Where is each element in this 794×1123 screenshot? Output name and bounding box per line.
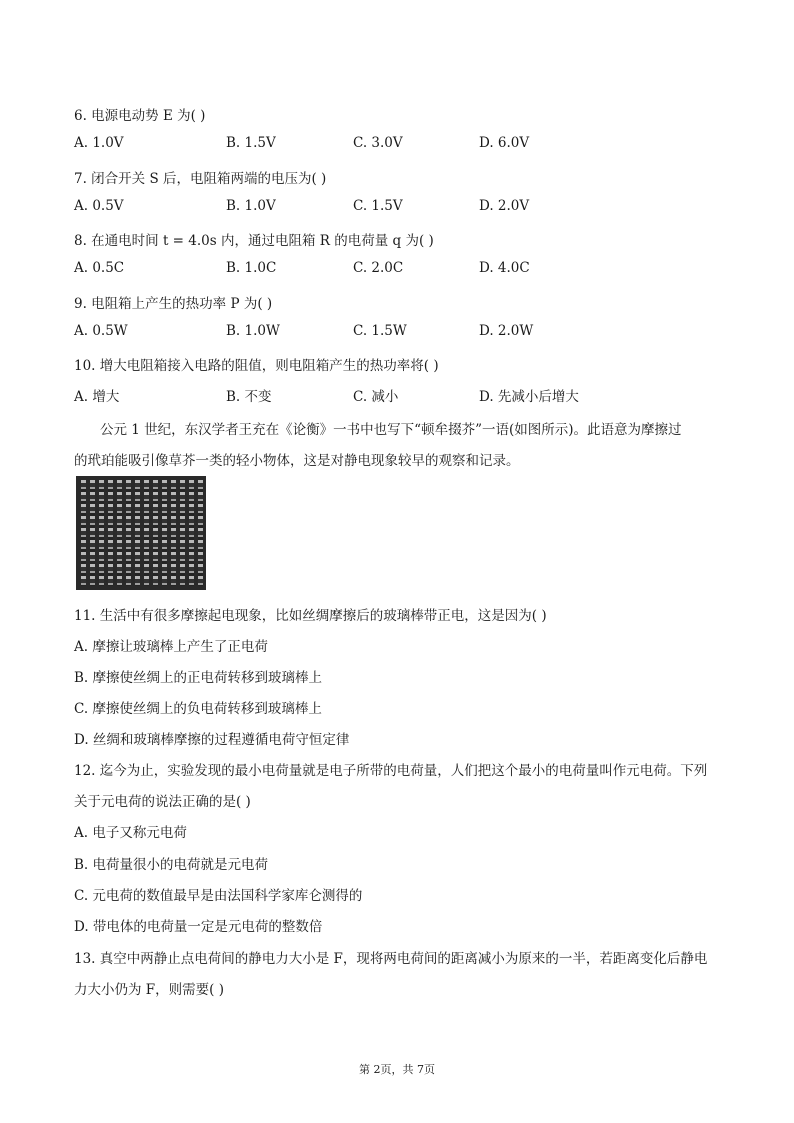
q12-stem-1: 12. 迄今为止，实验发现的最小电荷量就是电子所带的电荷量，人们把这个最小的电荷量叫作元电荷。下列	[74, 763, 708, 779]
question-stem: 9. 电阻箱上产生的热功率 P 为( )	[74, 295, 273, 312]
text-column	[171, 480, 176, 586]
q13-stem-1: 13. 真空中两静止点电荷间的静电力大小是 F，现将两电荷间的距离减小为原来的一半，若距离变化后静电	[74, 951, 708, 967]
text-column	[153, 480, 158, 586]
question-stem: 10. 增大电阻箱接入电路的阻值，则电阻箱产生的热功率将( )	[74, 358, 439, 374]
option: D. 4.0C	[479, 260, 530, 276]
q12-option-d: D. 带电体的电荷量一定是元电荷的整数倍	[74, 919, 323, 935]
option: A. 0.5V	[74, 197, 124, 214]
question-stem: 8. 在通电时间 t = 4.0s 内，通过电阻箱 R 的电荷量 q 为( )	[74, 233, 434, 249]
passage-line-1: 公元 1 世纪，东汉学者王充在《论衡》一书中也写下“顿牟掇芥”一语(如图所示)。此语意为摩擦过	[100, 422, 682, 438]
text-column	[198, 480, 203, 586]
option: C. 3.0V	[353, 135, 403, 151]
q11-option-b: B. 摩擦使丝绸上的正电荷转移到玻璃棒上	[74, 670, 323, 686]
text-column	[162, 480, 167, 586]
option: B. 不变	[226, 389, 272, 405]
page-footer: 第 2页，共 7页	[359, 1063, 435, 1076]
option: B. 1.0W	[226, 322, 280, 339]
text-column	[99, 480, 104, 586]
ancient-text-image	[76, 476, 206, 590]
q11-option-d: D. 丝绸和玻璃棒摩擦的过程遵循电荷守恒定律	[74, 732, 350, 748]
option: B. 1.0V	[226, 197, 276, 214]
option: D. 2.0V	[479, 197, 530, 214]
text-column	[90, 480, 95, 586]
q12-stem-2: 关于元电荷的说法正确的是( )	[74, 794, 251, 810]
option: C. 2.0C	[353, 260, 404, 276]
text-column	[108, 480, 113, 586]
question-stem: 6. 电源电动势 E 为( )	[74, 108, 206, 124]
option: C. 1.5V	[353, 197, 403, 214]
text-column	[126, 480, 131, 586]
q12-option-c: C. 元电荷的数值最早是由法国科学家库仑测得的	[74, 888, 363, 904]
q12-option-a: A. 电子又称元电荷	[74, 825, 187, 841]
q11-stem: 11. 生活中有很多摩擦起电现象，比如丝绸摩擦后的玻璃棒带正电，这是因为( )	[74, 608, 547, 624]
q11-option-c: C. 摩擦使丝绸上的负电荷转移到玻璃棒上	[74, 701, 322, 717]
text-column	[135, 480, 140, 586]
option: D. 6.0V	[479, 135, 530, 151]
text-column	[117, 480, 122, 586]
text-column	[144, 480, 149, 586]
option: C. 减小	[353, 389, 399, 405]
option: A. 1.0V	[74, 135, 124, 151]
option: A. 0.5W	[74, 322, 128, 339]
option: A. 0.5C	[74, 260, 125, 276]
option: D. 先减小后增大	[479, 389, 579, 405]
q13-stem-2: 力大小仍为 F，则需要( )	[74, 982, 224, 998]
text-column	[81, 480, 86, 586]
option: D. 2.0W	[479, 322, 534, 339]
q11-option-a: A. 摩擦让玻璃棒上产生了正电荷	[74, 639, 268, 655]
option: B. 1.5V	[226, 135, 276, 151]
option: C. 1.5W	[353, 322, 407, 339]
text-column	[189, 480, 194, 586]
option: A. 增大	[74, 389, 120, 405]
passage-line-2: 的玳珀能吸引像草芥一类的轻小物体，这是对静电现象较早的观察和记录。	[74, 453, 520, 469]
question-stem: 7. 闭合开关 S 后，电阻箱两端的电压为( )	[74, 170, 327, 187]
option: B. 1.0C	[226, 260, 277, 276]
q12-option-b: B. 电荷量很小的电荷就是元电荷	[74, 857, 269, 873]
text-column	[180, 480, 185, 586]
